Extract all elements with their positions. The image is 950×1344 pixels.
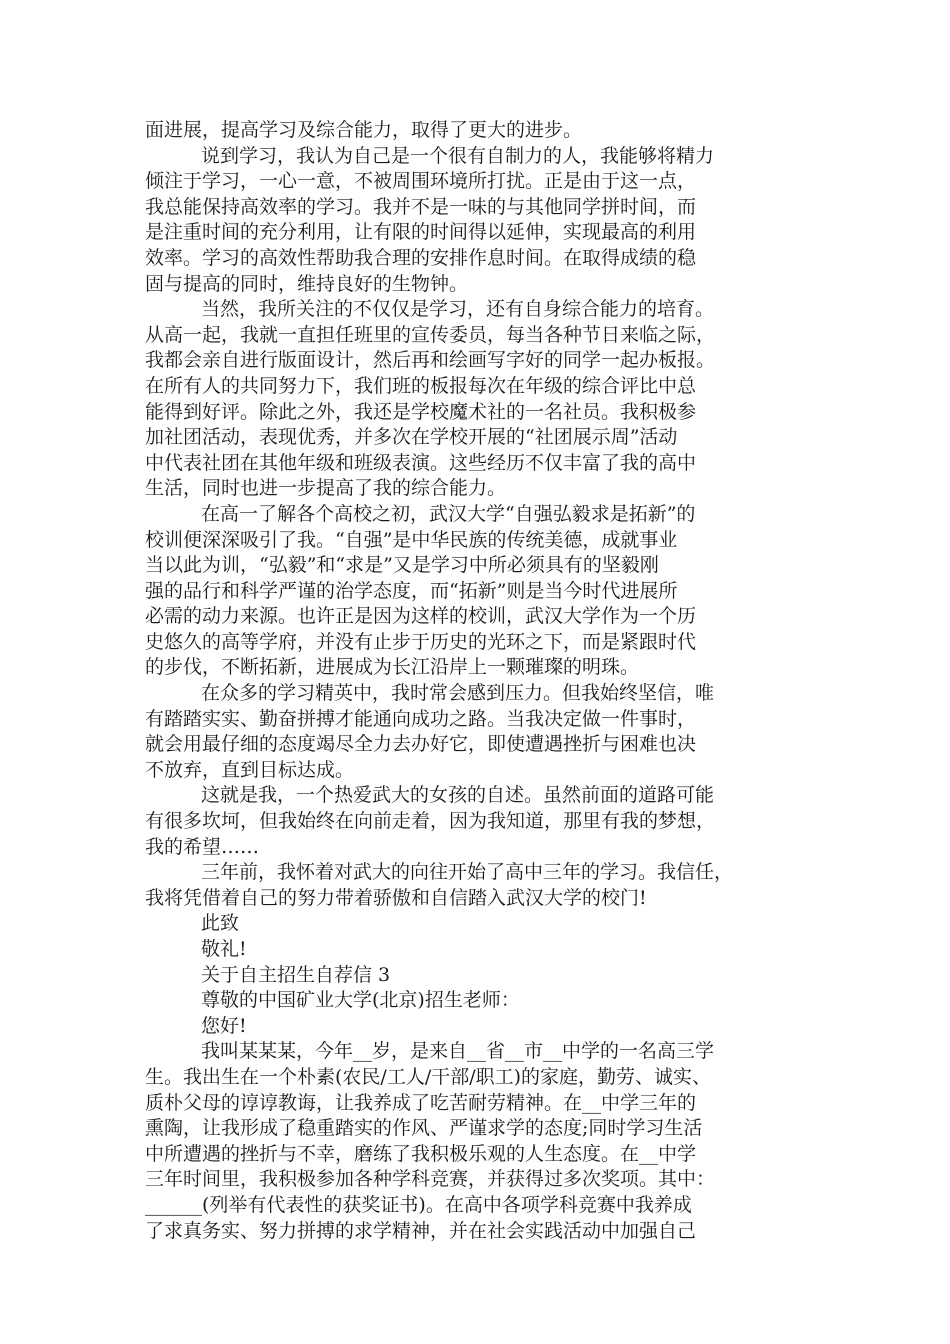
text-line: 不放弃，直到目标达成。 <box>145 758 355 781</box>
text-line: 三年时间里，我积极参加各种学科竞赛，并获得过多次奖项。其中： <box>145 1168 716 1191</box>
text-line: 中代表社团在其他年级和班级表演。这些经历不仅丰富了我的高中 <box>145 451 697 474</box>
text-line: 校训便深深吸引了我。“自强”是中华民族的传统美德，成就事业 <box>145 528 678 551</box>
text-line: 生。我出生在一个朴素(农民/工人/干部/职工)的家庭，勤劳、诚实、 <box>145 1065 712 1088</box>
text-line: 必需的动力来源。也许正是因为这样的校训，武汉大学作为一个历 <box>145 605 697 628</box>
text-line: 您好! <box>201 1014 247 1037</box>
text-line: 敬礼! <box>201 938 247 960</box>
text-line: ______(列举有代表性的获奖证书)。在高中各项学科竞赛中我养成 <box>145 1193 692 1216</box>
text-line: 效率。学习的高效性帮助我合理的安排作息时间。在取得成绩的稳 <box>145 246 697 269</box>
text-line: 面进展，提高学习及综合能力，取得了更大的进步。 <box>145 119 583 141</box>
text-line: 强的品行和科学严谨的治学态度，而“拓新”则是当今时代进展所 <box>145 579 678 602</box>
text-line: 这就是我，一个热爱武大的女孩的自述。虽然前面的道路可能 <box>201 784 715 807</box>
text-line: 质朴父母的谆谆教诲，让我养成了吃苦耐劳精神。在__中学三年的 <box>145 1091 697 1114</box>
text-line: 我的希望…… <box>145 835 260 858</box>
text-line: 加社团活动，表现优秀，并多次在学校开展的“社团展示周”活动 <box>145 426 678 449</box>
text-line: 尊敬的中国矿业大学(北京)招生老师： <box>201 989 520 1012</box>
text-line: 固与提高的同时，维持良好的生物钟。 <box>145 272 469 295</box>
text-line: 我都会亲自进行版面设计，然后再和绘画写字好的同学一起办板报。 <box>145 349 716 372</box>
text-line: 有踏踏实实、勤奋拼搏才能通向成功之路。当我决定做一件事时， <box>145 707 697 730</box>
text-line: 了求真务实、努力拼搏的求学精神，并在社会实践活动中加强自己 <box>145 1219 697 1242</box>
text-line: 中所遭遇的挫折与不幸，磨练了我积极乐观的人生态度。在__中学 <box>145 1142 697 1165</box>
text-line: 在众多的学习精英中，我时常会感到压力。但我始终坚信，唯 <box>201 682 715 705</box>
text-line: 说到学习，我认为自己是一个很有自制力的人，我能够将精力 <box>201 144 715 167</box>
text-line: 史悠久的高等学府，并没有止步于历史的光环之下，而是紧跟时代 <box>145 630 697 653</box>
text-line: 熏陶，让我形成了稳重踏实的作风、严谨求学的态度;同时学习生活 <box>145 1117 703 1140</box>
text-line: 在高一了解各个高校之初，武汉大学“自强弘毅求是拓新”的 <box>201 502 696 525</box>
text-line: 倾注于学习，一心一意，不被周围环境所打扰。正是由于这一点， <box>145 170 697 193</box>
text-line: 在所有人的共同努力下，我们班的板报每次在年级的综合评比中总 <box>145 374 697 397</box>
document-body <box>145 118 815 1244</box>
text-line: 关于自主招生自荐信 3 <box>201 963 391 986</box>
text-line: 就会用最仔细的态度竭尽全力去办好它，即使遭遇挫折与困难也决 <box>145 733 697 756</box>
text-line: 生活，同时也进一步提高了我的综合能力。 <box>145 477 507 500</box>
text-line: 的步伐，不断拓新，进展成为长江沿岸上一颗璀璨的明珠。 <box>145 656 640 679</box>
text-line: 是注重时间的充分利用，让有限的时间得以延伸，实现最高的利用 <box>145 221 697 244</box>
text-line: 三年前，我怀着对武大的向往开始了高中三年的学习。我信任， <box>201 861 734 884</box>
text-line: 当以此为训，“弘毅”和“求是”又是学习中所必须具有的坚毅刚 <box>145 554 659 577</box>
text-line: 此致 <box>201 912 240 935</box>
text-line: 从高一起，我就一直担任班里的宣传委员，每当各种节日来临之际， <box>145 323 716 346</box>
text-line: 能得到好评。除此之外，我还是学校魔术社的一名社员。我积极参 <box>145 400 697 423</box>
text-line: 当然，我所关注的不仅仅是学习，还有自身综合能力的培育。 <box>201 298 715 321</box>
text-line: 我总能保持高效率的学习。我并不是一味的与其他同学拼时间，而 <box>145 195 697 218</box>
text-line: 我叫某某某，今年__岁，是来自__省__市__中学的一名高三学 <box>201 1040 715 1063</box>
text-line: 有很多坎坷，但我始终在向前走着，因为我知道，那里有我的梦想， <box>145 810 716 833</box>
text-line: 我将凭借着自己的努力带着骄傲和自信踏入武汉大学的校门! <box>145 886 647 909</box>
